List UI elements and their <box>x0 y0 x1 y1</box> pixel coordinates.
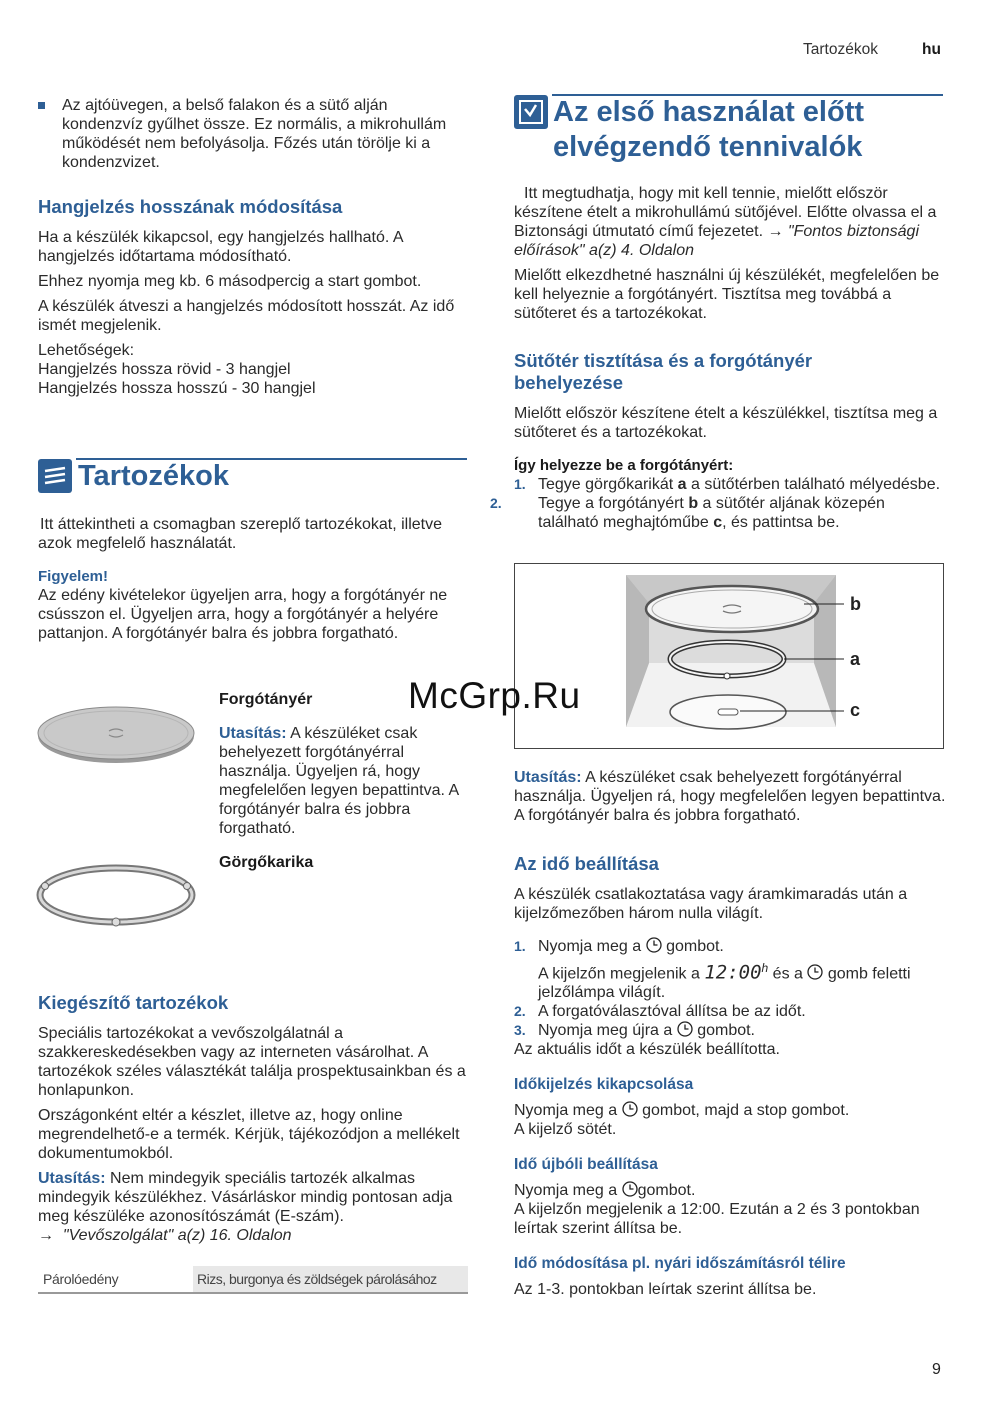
page-title-first-use: Az első használat előtt elvégzendő tennivalók <box>553 96 865 163</box>
time-done: Az aktuális időt a készülék beállította. <box>514 1041 780 1059</box>
beep-p1: Ha a készülék kikapcsol, egy hangjelzés hallható. A hangjelzés időtartama módosítható. <box>38 229 403 265</box>
cleaning-note-label: Utasítás: <box>514 769 582 786</box>
reset-text: Nyomja meg a gombot. <box>514 1182 696 1200</box>
bullet-item <box>38 96 453 172</box>
first-use-p2: Mielőtt elkezdhetné használni új készülékét, megfelelően be kell helyeznie a forgótányért. Tisztítsa meg továbbá a sütőteret és a tartozékokat. <box>514 267 940 322</box>
running-header-language: hu <box>922 41 941 58</box>
section-title-time: Az idő beállítása <box>514 853 659 874</box>
beep-option-long: Hangjelzés hossza hosszú - 30 hangjel <box>38 380 316 397</box>
dst-text: Az 1-3. pontokban leírtak szerint állítsa be. <box>514 1281 817 1299</box>
service-reference-link[interactable]: "Vevőszolgálat" a(z) 16. Oldalon <box>62 1227 292 1244</box>
reset-result: A kijelzőn megjelenik a 12:00. Ezután a 2 és 3 pontokban leírtak szerint állítsa be. <box>514 1201 920 1238</box>
turntable-illustration <box>36 704 198 766</box>
display-off-result: A kijelző sötét. <box>514 1121 617 1139</box>
table-cell-usage: Rizs, burgonya és zöldségek párolásához <box>197 1271 437 1287</box>
first-use-p1: Itt megtudhatja, hogy mit kell tennie, mielőtt először készítene ételt a mikrohullámú sütőjével. Előtte olvassa el a Biztonsági útmutató című fejezetet. <box>514 185 937 240</box>
clock-icon <box>646 937 662 953</box>
bullet-text: Az ajtóüvegen, a belső falakon és a sütő alján kondenzvíz gyűlhet össze. Ez normális, a mikrohullám működését nem befolyásolja. Főzés után törölje ki a kondenzvizet. <box>62 97 447 171</box>
accessories-icon <box>38 459 72 493</box>
first-use-intro <box>514 184 946 323</box>
diagram-label-c: c <box>850 700 861 720</box>
beep-p3: A készülék átveszi a hangjelzés módosított hosszát. Az idő ismét megjelenik. <box>38 298 455 334</box>
accessories-intro: Itt áttekintheti a csomagban szereplő tartozékokat, illetve azok megfelelő használatát. <box>38 516 442 552</box>
display-readout: 12:00 <box>704 961 762 984</box>
time-step-1-result: A kijelzőn megjelenik a 12:00$^h$ és a gomb feletti jelzőlámpa világít. <box>538 961 911 1002</box>
turntable-note-text: A készüléket csak behelyezett forgótányérral használja. Ügyeljen rá, hogy megfelelően legyen bepattintva. A forgótányér balra és jobbra forgatható. <box>219 725 459 837</box>
beep-section <box>38 228 458 398</box>
arrow-icon: → <box>38 1227 54 1244</box>
section-title-beep: Hangjelzés hosszának módosítása <box>38 196 343 217</box>
optional-p1: Speciális tartozékokat a vevőszolgálatnál a szakkereskedésekben vagy az interneten vásárolhat. A tartozékok széles választékát találja prospektusainkban és a honlapunkon. <box>38 1025 466 1099</box>
watermark: McGrp.Ru <box>408 675 581 716</box>
clock-icon <box>807 964 823 980</box>
optional-accessories-block <box>38 1024 466 1245</box>
subsection-title-display-off: Időkijelzés kikapcsolása <box>514 1076 694 1094</box>
beep-options-label: Lehetőségek: <box>38 342 135 359</box>
accessories-intro-block <box>38 515 458 643</box>
time-step-2: 2. A forgatóválasztóval állítsa be az időt. <box>514 1003 806 1021</box>
optional-p2: Országonként eltér a készlet, illetve az, hogy online megrendelhető-e a termék. Kérjük, tájékozódjon a mellékelt dokumentumokból. <box>38 1107 460 1162</box>
bullet-square-icon <box>38 102 45 109</box>
section-title-cleaning: Sütőtér tisztítása és a forgótányér behelyezése <box>514 350 813 393</box>
diagram-label-b: b <box>850 594 861 614</box>
time-block <box>514 885 946 1299</box>
subsection-title-reset: Idő újbóli beállítása <box>514 1156 658 1174</box>
oven-installation-diagram <box>514 563 944 749</box>
roller-ring-illustration <box>36 862 198 930</box>
page-title-accessories: Tartozékok <box>78 460 229 492</box>
turntable-note-label: Utasítás: <box>219 725 287 742</box>
beep-option-short: Hangjelzés hossza rövid - 3 hangjel <box>38 361 291 378</box>
clock-icon <box>622 1101 638 1117</box>
time-p1: A készülék csatlakoztatása vagy áramkimaradás után a kijelzőmezőben három nulla világít. <box>514 886 908 922</box>
clock-icon <box>677 1021 693 1037</box>
time-step-1: 1. Nyomja meg a gombot. <box>514 938 724 955</box>
optional-note-text: Nem mindegyik speciális tartozék alkalmas mindegyik készülékhez. Vásárláskor mindig pontosan adja meg készüléke azonosítószámát (E-szám). <box>38 1170 453 1225</box>
arrow-icon: → <box>767 223 784 240</box>
diagram-label-a: a <box>850 649 861 669</box>
optional-note-label: Utasítás: <box>38 1170 106 1187</box>
table-cell-name: Párolóedény <box>43 1271 119 1287</box>
safety-reference-link[interactable]: "Fontos biztonsági előírások" a(z) 4. Oldalon <box>514 223 920 259</box>
roller-ring-title: Görgőkarika <box>219 854 314 871</box>
install-heading: Így helyezze be a forgótányért: <box>514 457 734 474</box>
cleaning-note <box>514 768 946 825</box>
clock-icon <box>622 1181 638 1197</box>
running-header-section: Tartozékok <box>803 41 878 58</box>
display-off-text: Nyomja meg a gombot, majd a stop gombot. <box>514 1102 850 1120</box>
cleaning-block <box>490 404 944 532</box>
time-step-3: 3. Nyomja meg újra a gombot. <box>514 1022 755 1040</box>
accessory-table-row <box>38 1266 468 1294</box>
warning-text: Az edény kivételekor ügyeljen arra, hogy a forgótányér ne csússzon el. Ügyeljen arra, hogy a forgótányér a helyére pattanjon. A forgótányér balra és jobbra forgatható. <box>38 587 448 642</box>
cleaning-note-text: A készüléket csak behelyezett forgótányérral használja. Ügyeljen rá, hogy megfelelően legyen bepattintva. A forgótányér balra és jobbra forgatható. <box>514 769 946 824</box>
beep-p2: Ehhez nyomja meg kb. 6 másodpercig a start gombot. <box>38 273 422 290</box>
install-step-1: 1. Tegye görgőkarikát a a sütőtérben található mélyedésbe. <box>514 476 941 493</box>
subsection-title-dst: Idő módosítása pl. nyári időszámításról télire <box>514 1255 846 1273</box>
first-use-icon <box>514 95 548 129</box>
turntable-title: Forgótányér <box>219 691 313 708</box>
section-title-optional: Kiegészítő tartozékok <box>38 992 229 1013</box>
warning-label: Figyelem! <box>38 568 109 585</box>
install-step-2: 2. Tegye a forgótányért b a sütőtér aljának közepén található meghajtóműbe c, és pattintsa be. <box>490 495 885 531</box>
page-number: 9 <box>932 1361 941 1378</box>
cleaning-p1: Mielőtt először készítene ételt a készülékkel, tisztítsa meg a sütőteret és a tartozékokat. <box>514 405 938 441</box>
